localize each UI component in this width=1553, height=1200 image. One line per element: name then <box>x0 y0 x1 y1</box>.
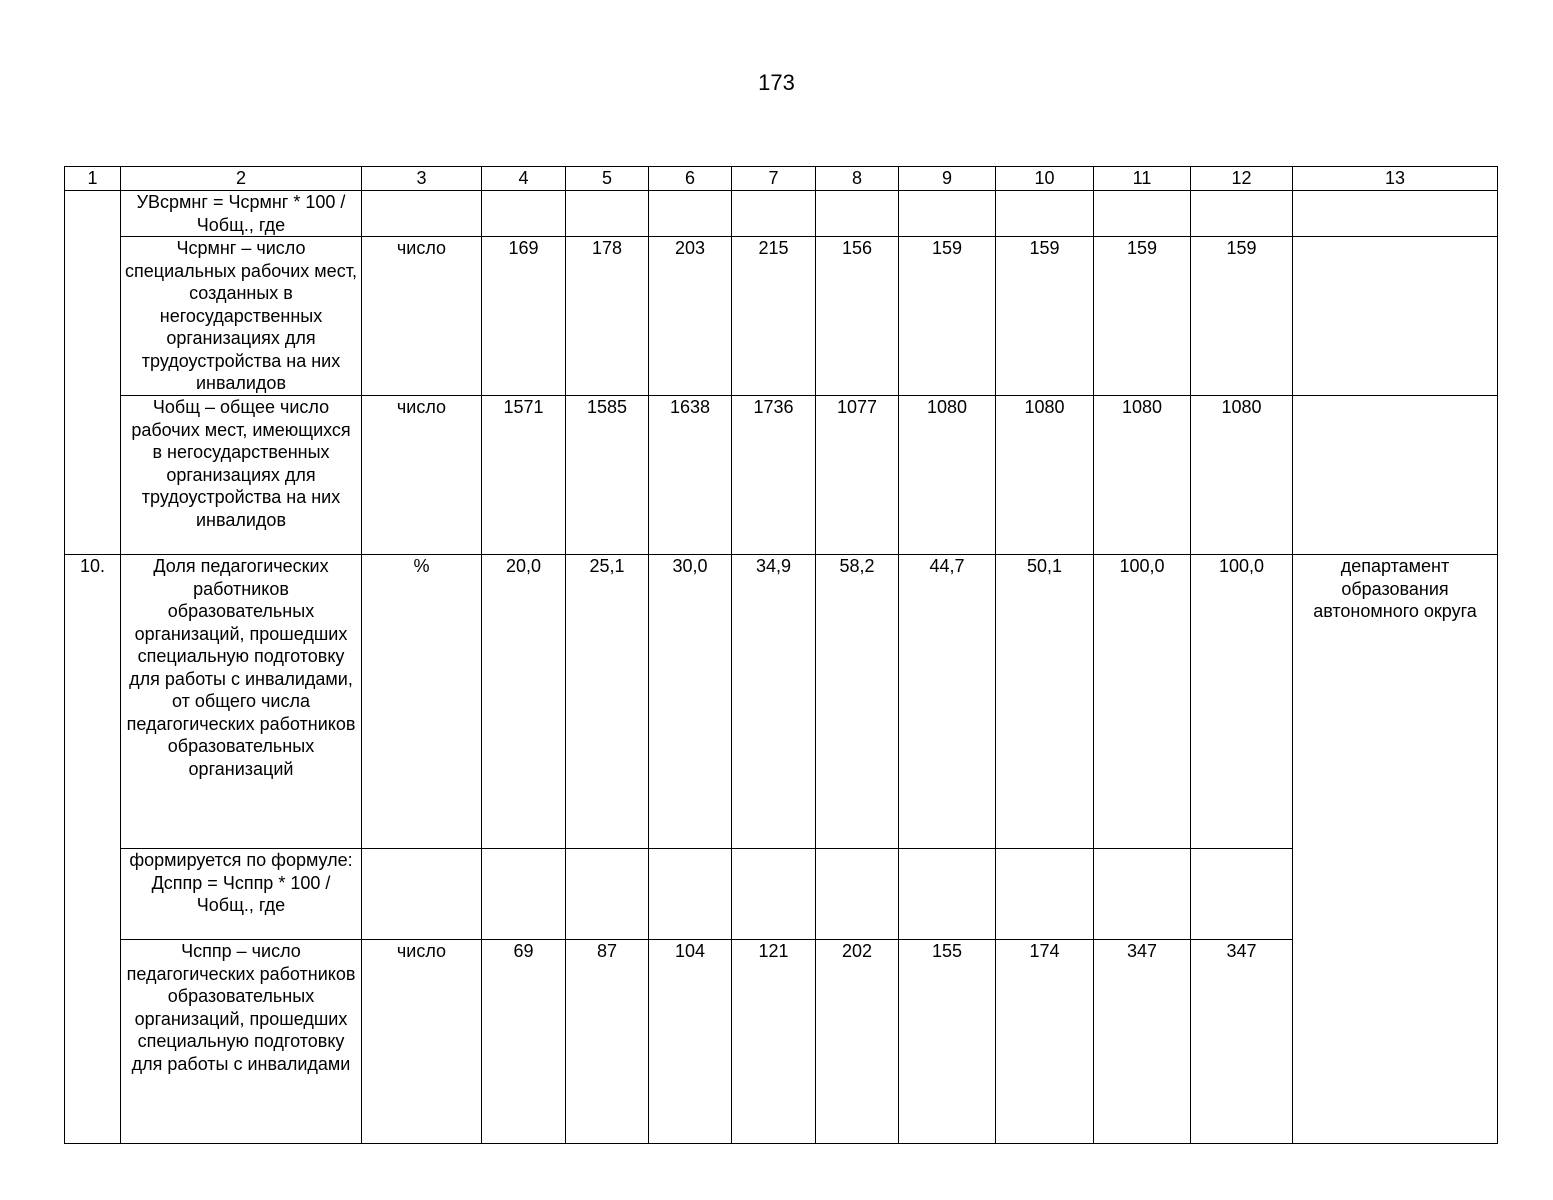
value-cell: 159 <box>899 237 996 396</box>
column-number-row <box>65 167 1498 191</box>
unit-cell: число <box>362 237 482 396</box>
table-row <box>65 849 1498 940</box>
value-cell <box>482 191 566 237</box>
column-number: 8 <box>816 167 899 191</box>
table-row <box>65 555 1498 849</box>
unit-cell <box>362 849 482 940</box>
row-number-cell <box>65 191 121 555</box>
column-number: 1 <box>65 167 121 191</box>
value-cell <box>566 191 649 237</box>
indicator-description: Чобщ – общее число рабочих мест, имеющихся в негосударственных организациях для трудоустройства на них инвалидов <box>121 396 362 555</box>
column-number: 2 <box>121 167 362 191</box>
value-cell <box>649 191 732 237</box>
value-cell: 155 <box>899 940 996 1144</box>
value-cell: 347 <box>1094 940 1191 1144</box>
responsible-cell <box>1293 396 1498 555</box>
table-row <box>65 940 1498 1144</box>
value-cell: 104 <box>649 940 732 1144</box>
value-cell: 1080 <box>1191 396 1293 555</box>
value-cell: 58,2 <box>816 555 899 849</box>
value-cell: 100,0 <box>1094 555 1191 849</box>
column-number: 11 <box>1094 167 1191 191</box>
value-cell: 30,0 <box>649 555 732 849</box>
column-number: 6 <box>649 167 732 191</box>
value-cell: 34,9 <box>732 555 816 849</box>
value-cell: 202 <box>816 940 899 1144</box>
indicator-description: УВсрмнг = Чсрмнг * 100 / Чобщ., где <box>121 191 362 237</box>
value-cell: 159 <box>1094 237 1191 396</box>
column-number: 4 <box>482 167 566 191</box>
indicator-description: Чсппр – число педагогических работников образовательных организаций, прошедших специальную подготовку для работы с инвалидами <box>121 940 362 1144</box>
unit-cell: число <box>362 940 482 1144</box>
value-cell: 1585 <box>566 396 649 555</box>
value-cell <box>996 849 1094 940</box>
table-row <box>65 237 1498 396</box>
column-number: 3 <box>362 167 482 191</box>
value-cell: 1077 <box>816 396 899 555</box>
indicator-description: Доля педагогических работников образовательных организаций, прошедших специальную подготовку для работы с инвалидами, от общего числа педагогических работников образовательных организаций <box>121 555 362 849</box>
column-number: 10 <box>996 167 1094 191</box>
value-cell: 1736 <box>732 396 816 555</box>
column-number: 7 <box>732 167 816 191</box>
value-cell <box>1191 849 1293 940</box>
indicators-table <box>64 166 1498 1144</box>
responsible-cell <box>1293 237 1498 396</box>
value-cell <box>732 849 816 940</box>
value-cell: 1080 <box>996 396 1094 555</box>
column-number: 5 <box>566 167 649 191</box>
value-cell: 87 <box>566 940 649 1144</box>
value-cell: 20,0 <box>482 555 566 849</box>
value-cell: 121 <box>732 940 816 1144</box>
column-number: 13 <box>1293 167 1498 191</box>
value-cell: 50,1 <box>996 555 1094 849</box>
unit-cell: % <box>362 555 482 849</box>
value-cell <box>996 191 1094 237</box>
value-cell: 69 <box>482 940 566 1144</box>
value-cell <box>816 191 899 237</box>
value-cell <box>1094 849 1191 940</box>
value-cell: 159 <box>996 237 1094 396</box>
column-number: 9 <box>899 167 996 191</box>
value-cell <box>566 849 649 940</box>
value-cell <box>1191 191 1293 237</box>
value-cell <box>816 849 899 940</box>
unit-cell <box>362 191 482 237</box>
column-number: 12 <box>1191 167 1293 191</box>
row-number-cell: 10. <box>65 555 121 1144</box>
value-cell: 347 <box>1191 940 1293 1144</box>
value-cell: 44,7 <box>899 555 996 849</box>
value-cell: 159 <box>1191 237 1293 396</box>
table-row <box>65 396 1498 555</box>
indicator-description: формируется по формуле: Дсппр = Чсппр * 100 / Чобщ., где <box>121 849 362 940</box>
value-cell: 178 <box>566 237 649 396</box>
value-cell <box>482 849 566 940</box>
value-cell: 1080 <box>899 396 996 555</box>
value-cell: 156 <box>816 237 899 396</box>
value-cell: 1571 <box>482 396 566 555</box>
value-cell: 25,1 <box>566 555 649 849</box>
indicator-description: Чсрмнг – число специальных рабочих мест, созданных в негосударственных организациях для трудоустройства на них инвалидов <box>121 237 362 396</box>
value-cell <box>899 191 996 237</box>
value-cell: 203 <box>649 237 732 396</box>
page-number: 173 <box>758 70 795 95</box>
value-cell <box>649 849 732 940</box>
value-cell: 1080 <box>1094 396 1191 555</box>
value-cell: 1638 <box>649 396 732 555</box>
value-cell: 100,0 <box>1191 555 1293 849</box>
value-cell: 215 <box>732 237 816 396</box>
value-cell <box>1094 191 1191 237</box>
value-cell: 174 <box>996 940 1094 1144</box>
value-cell: 169 <box>482 237 566 396</box>
unit-cell: число <box>362 396 482 555</box>
responsible-cell <box>1293 191 1498 237</box>
value-cell <box>732 191 816 237</box>
responsible-cell: департамент образования автономного округа <box>1293 555 1498 1144</box>
table-row <box>65 191 1498 237</box>
value-cell <box>899 849 996 940</box>
